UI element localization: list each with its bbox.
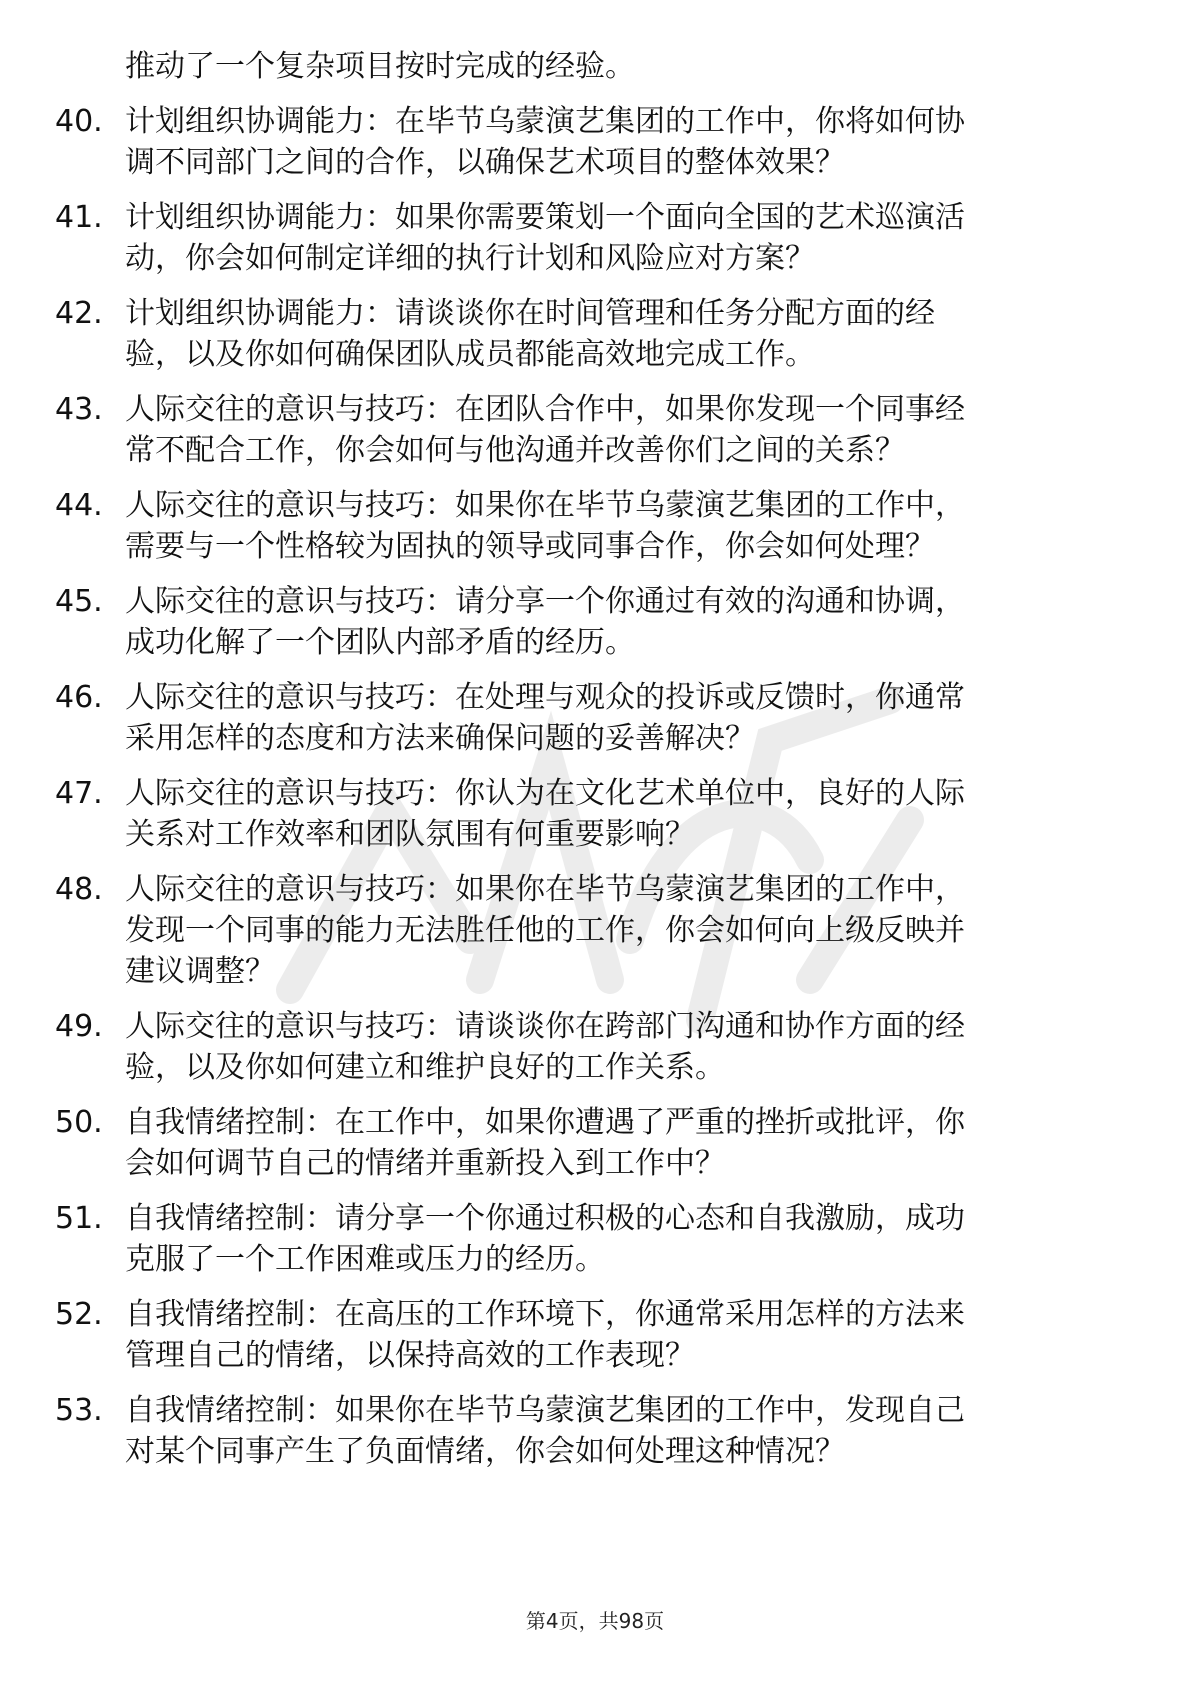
question-text-line: 动，你会如何制定详细的执行计划和风险应对方案？: [125, 241, 815, 276]
question-number: 43.: [55, 392, 103, 427]
question-text-line: 人际交往的意识与技巧：如果你在毕节乌蒙演艺集团的工作中，: [125, 488, 965, 523]
question-item: [55, 101, 1130, 183]
question-text-line: 需要与一个性格较为固执的领导或同事合作，你会如何处理？: [125, 529, 935, 564]
question-number: 46.: [55, 680, 103, 715]
question-item: [55, 869, 1130, 992]
question-number: 48.: [55, 872, 103, 907]
question-text-line: 自我情绪控制：请分享一个你通过积极的心态和自我激励，成功: [125, 1201, 965, 1236]
question-text-line: 建议调整？: [125, 954, 275, 989]
question-item: [55, 1198, 1130, 1280]
question-number: 49.: [55, 1009, 103, 1044]
question-number: 45.: [55, 584, 103, 619]
question-text-line: 采用怎样的态度和方法来确保问题的妥善解决？: [125, 721, 755, 756]
question-text: [125, 1294, 1130, 1376]
question-text: [125, 197, 1130, 279]
question-number: 41.: [55, 200, 103, 235]
question-text-line: 人际交往的意识与技巧：请谈谈你在跨部门沟通和协作方面的经: [125, 1009, 965, 1044]
question-item: [55, 1102, 1130, 1184]
question-text-line: 调不同部门之间的合作，以确保艺术项目的整体效果？: [125, 145, 845, 180]
page-number: 第4页，共98页: [525, 1609, 665, 1633]
question-number: 44.: [55, 488, 103, 523]
question-text-line: 对某个同事产生了负面情绪，你会如何处理这种情况？: [125, 1434, 845, 1469]
question-text-line: 常不配合工作，你会如何与他沟通并改善你们之间的关系？: [125, 433, 905, 468]
question-text: [125, 677, 1130, 759]
question-item: [55, 197, 1130, 279]
question-number: 52.: [55, 1297, 103, 1332]
question-text-line: 人际交往的意识与技巧：在团队合作中，如果你发现一个同事经: [125, 392, 965, 427]
question-text-line: 关系对工作效率和团队氛围有何重要影响？: [125, 817, 695, 852]
question-text: [125, 1006, 1130, 1088]
question-item: [55, 1006, 1130, 1088]
question-text-line: 人际交往的意识与技巧：请分享一个你通过有效的沟通和协调，: [125, 584, 965, 619]
question-text-line: 验，以及你如何确保团队成员都能高效地完成工作。: [125, 337, 815, 372]
question-text: [125, 1102, 1130, 1184]
question-text-line: 自我情绪控制：如果你在毕节乌蒙演艺集团的工作中，发现自己: [125, 1393, 965, 1428]
question-item: [55, 677, 1130, 759]
question-number: 47.: [55, 776, 103, 811]
question-text-line: 计划组织协调能力：在毕节乌蒙演艺集团的工作中，你将如何协: [125, 104, 965, 139]
question-number: 40.: [55, 104, 103, 139]
question-item: [55, 773, 1130, 855]
question-text-line: 人际交往的意识与技巧：在处理与观众的投诉或反馈时，你通常: [125, 680, 965, 715]
question-text-line: 会如何调节自己的情绪并重新投入到工作中？: [125, 1146, 725, 1181]
question-item: [55, 485, 1130, 567]
question-list: [55, 46, 1130, 1486]
question-text: [125, 1390, 1130, 1472]
question-text-line: 人际交往的意识与技巧：如果你在毕节乌蒙演艺集团的工作中，: [125, 872, 965, 907]
question-text-line: 计划组织协调能力：请谈谈你在时间管理和任务分配方面的经: [125, 296, 935, 331]
question-text: [125, 869, 1130, 992]
question-item: [55, 581, 1130, 663]
question-item: [55, 293, 1130, 375]
question-item: [55, 1294, 1130, 1376]
question-text: [125, 293, 1130, 375]
question-number: 51.: [55, 1201, 103, 1236]
question-number: 42.: [55, 296, 103, 331]
question-text: [125, 1198, 1130, 1280]
question-number: 53.: [55, 1393, 103, 1428]
question-text-line: 成功化解了一个团队内部矛盾的经历。: [125, 625, 635, 660]
question-text: [125, 581, 1130, 663]
question-text-line: 验，以及你如何建立和维护良好的工作关系。: [125, 1050, 725, 1085]
question-text-line: 人际交往的意识与技巧：你认为在文化艺术单位中，良好的人际: [125, 776, 965, 811]
question-text: [125, 389, 1130, 471]
question-item: [55, 389, 1130, 471]
question-text: [125, 101, 1130, 183]
question-text-line: 管理自己的情绪，以保持高效的工作表现？: [125, 1338, 695, 1373]
continuation-line: 推动了一个复杂项目按时完成的经验。: [125, 49, 635, 84]
question-number: 50.: [55, 1105, 103, 1140]
question-text-line: 自我情绪控制：在工作中，如果你遭遇了严重的挫折或批评，你: [125, 1105, 965, 1140]
question-text: [125, 485, 1130, 567]
question-item: [55, 1390, 1130, 1472]
question-text: [125, 773, 1130, 855]
question-text-line: 计划组织协调能力：如果你需要策划一个面向全国的艺术巡演活: [125, 200, 965, 235]
question-text-line: 发现一个同事的能力无法胜任他的工作，你会如何向上级反映并: [125, 913, 965, 948]
question-text-line: 克服了一个工作困难或压力的经历。: [125, 1242, 605, 1277]
question-text-line: 自我情绪控制：在高压的工作环境下，你通常采用怎样的方法来: [125, 1297, 965, 1332]
